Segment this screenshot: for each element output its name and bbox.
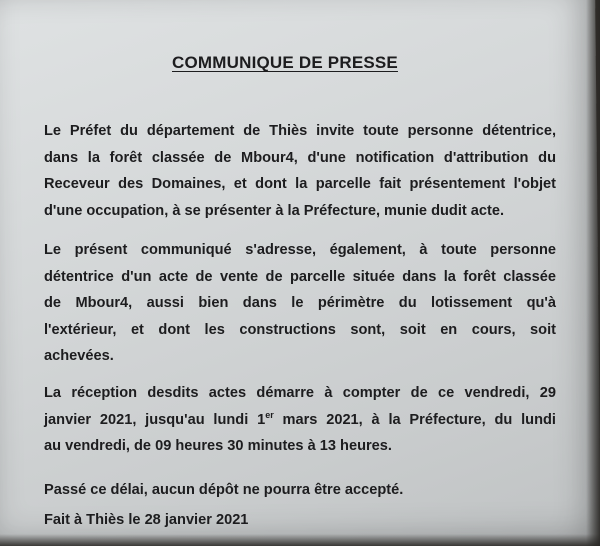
photo-shadow-bottom <box>0 534 600 546</box>
photo-shadow-right <box>586 0 600 546</box>
paragraph-line: de Mbour4, aussi bien dans le périmètre du lotissement qu'à <box>44 295 556 311</box>
paragraph-line <box>44 407 556 434</box>
paragraph-line: Le Préfet du département de Thiès invite toute personne détentrice, <box>44 123 556 139</box>
paragraph-line: détentrice d'un acte de vente de parcelle située dans la forêt classée <box>44 268 556 285</box>
document-content <box>44 0 564 546</box>
paragraph-line: La réception desdits actes démarre à compter de ce vendredi, 29 <box>44 385 556 401</box>
paragraph-schedule <box>44 380 556 460</box>
document-title: COMMUNIQUE DE PRESSE <box>172 53 398 72</box>
paragraph-line: au vendredi, de 09 heures 30 minutes à 13 heures. <box>44 438 392 454</box>
paragraph-line: dans la forêt classée de Mbour4, d'une notification d'attribution du <box>44 149 556 166</box>
paragraph-scope <box>44 237 556 370</box>
paragraph-line: Receveur des Domaines, et dont la parcelle fait présentement l'objet <box>44 176 556 192</box>
paragraph-deadline <box>44 477 556 504</box>
date-text: janvier 2021, jusqu'au lundi 1 <box>44 411 266 428</box>
paragraph-line: d'une occupation, à se présenter à la Préfecture, munie dudit acte. <box>44 202 505 219</box>
paragraph-line: Passé ce délai, aucun dépôt ne pourra être accepté. <box>44 482 404 498</box>
paragraph-line: achevées. <box>44 348 114 364</box>
ordinal-superscript: er <box>265 409 274 420</box>
paragraph-line: Le présent communiqué s'adresse, également, à toute personne <box>44 242 556 258</box>
paragraph-line: l'extérieur, et dont les constructions sont, soit en cours, soit <box>44 321 556 338</box>
signature-line: Fait à Thiès le 28 janvier 2021 <box>44 512 249 528</box>
paragraph-invitation <box>44 118 556 224</box>
date-text-continued: mars 2021, à la Préfecture, du lundi <box>273 411 556 428</box>
